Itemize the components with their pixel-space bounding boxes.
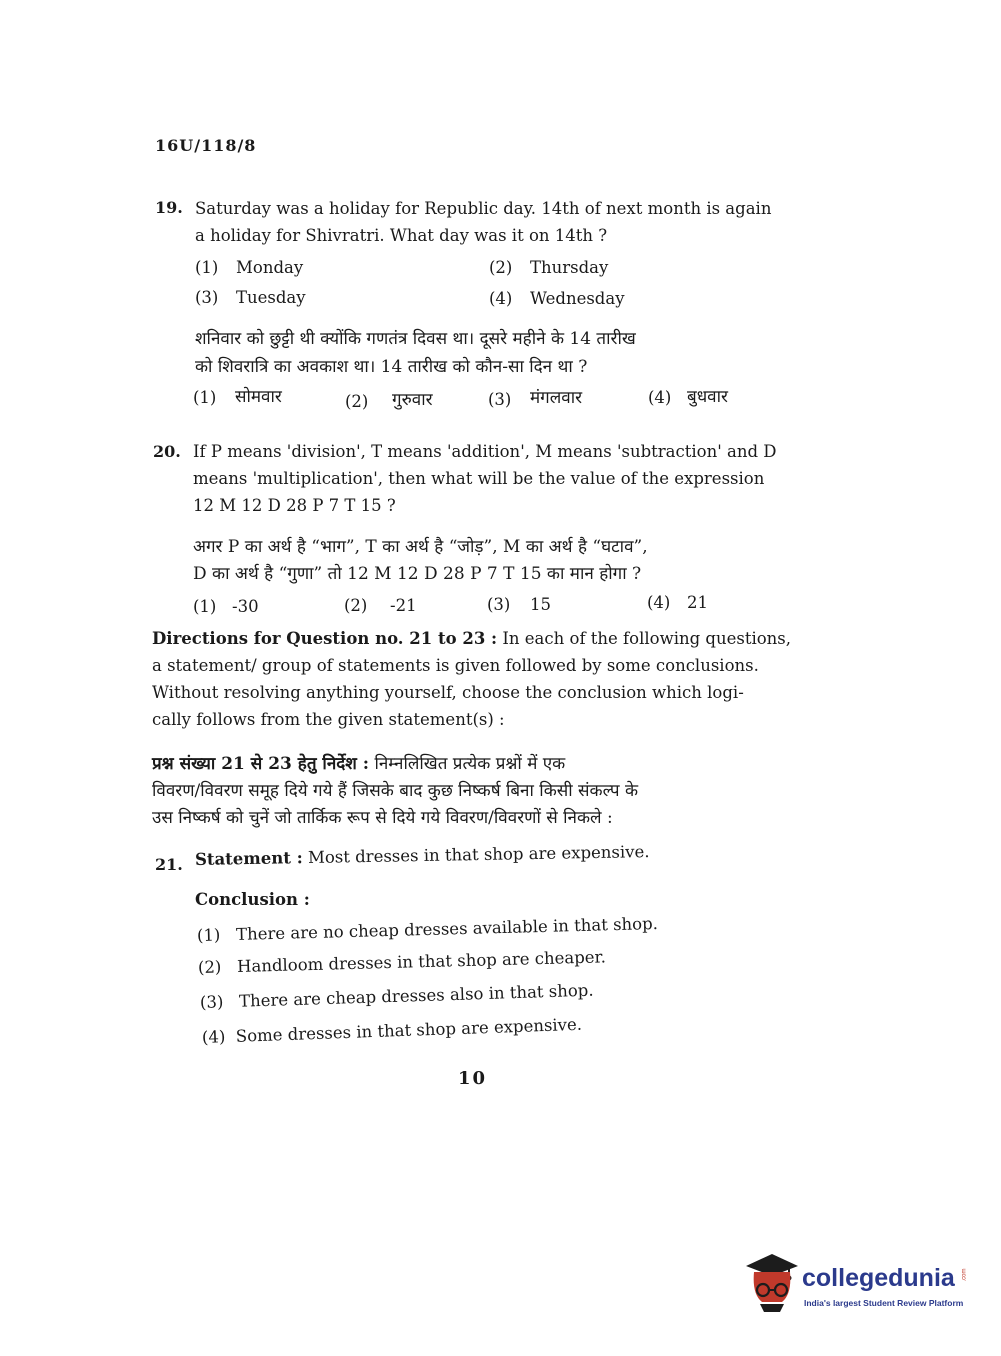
q21-option-2-text: Handloom dresses in that shop are cheaper.: [236, 947, 607, 976]
directions-hindi-line-3: उस निष्कर्ष को चुनें जो तार्किक रूप से दिये गये विवरण/विवरणों से निकले :: [152, 808, 613, 828]
q19-hi-option-2-text: गुरुवार: [392, 390, 433, 410]
q19-hindi-line-2: को शिवरात्रि का अवकाश था। 14 तारीख को कौन-सा दिन था ?: [195, 357, 588, 377]
q21-statement-text: Most dresses in that shop are expensive.: [302, 842, 650, 868]
directions-hindi-line-1: [152, 750, 565, 778]
q19-english-line-2: a holiday for Shivratri. What day was it on 14th ?: [195, 226, 608, 245]
q19-option-4-number: (4): [489, 289, 513, 308]
q19-option-2-text: Thursday: [530, 258, 609, 277]
q20-option-1-number: (1): [193, 597, 217, 616]
q20-hindi-line-2: D का अर्थ है “गुणा” तो 12 M 12 D 28 P 7 T 15 का मान होगा ?: [193, 564, 642, 584]
q20-option-3-number: (3): [487, 595, 511, 614]
q20-number: 20.: [153, 442, 181, 461]
paper-code: 16U/118/8: [155, 136, 257, 155]
directions-english-line-2: a statement/ group of statements is given followed by some conclusions.: [152, 656, 759, 675]
q21-option-2-number: (2): [197, 957, 222, 977]
q19-option-4-text: Wednesday: [530, 289, 625, 308]
q19-english-line-1: Saturday was a holiday for Republic day. 14th of next month is again: [195, 199, 772, 218]
q20-english-line-1: If P means 'division', T means 'addition', M means 'subtraction' and D: [193, 442, 777, 461]
q21-statement: [195, 839, 650, 873]
q19-hi-option-2-number: (2): [345, 392, 369, 411]
q21-option-2: [198, 944, 607, 981]
page-number: 10: [458, 1068, 488, 1089]
q21-option-4-number: (4): [201, 1027, 226, 1047]
q21-number: 21.: [155, 855, 183, 874]
collegedunia-watermark: [742, 1250, 972, 1320]
q19-option-3-text: Tuesday: [236, 288, 306, 307]
directions-hindi-line-2: विवरण/विवरण समूह दिये गये हैं जिसके बाद कुछ निष्कर्ष बिना किसी संकल्प के: [152, 781, 639, 801]
q19-hi-option-3-text: मंगलवार: [530, 388, 583, 408]
q20-option-1-text: -30: [232, 597, 259, 616]
watermark-suffix: .com: [961, 1268, 968, 1282]
q19-number: 19.: [155, 198, 183, 217]
q21-option-1-number: (1): [196, 925, 221, 945]
q19-option-2-number: (2): [489, 258, 513, 277]
q20-english-line-2: means 'multiplication', then what will be the value of the expression: [193, 469, 765, 488]
q21-option-1: [197, 911, 659, 949]
directions-heading: Directions for Question no. 21 to 23 :: [152, 629, 498, 648]
directions-hindi-heading: प्रश्न संख्या 21 से 23 हेतु निर्देश :: [152, 754, 370, 774]
watermark-tagline: India's largest Student Review Platform: [804, 1298, 964, 1308]
directions-hindi-line-1-text: निम्नलिखित प्रत्येक प्रश्नों में एक: [369, 754, 566, 774]
q21-option-3-text: There are cheap dresses also in that shop.: [238, 980, 594, 1011]
q20-english-line-3: 12 M 12 D 28 P 7 T 15 ?: [193, 496, 396, 515]
q19-hi-option-4-number: (4): [648, 388, 672, 407]
q19-option-3-number: (3): [195, 288, 219, 307]
directions-english-line-1-text: In each of the following questions,: [497, 629, 792, 648]
q19-hindi-line-1: शनिवार को छुट्टी थी क्योंकि गणतंत्र दिवस था। दूसरे महीने के 14 तारीख: [195, 329, 636, 349]
q21-option-4: [202, 1012, 583, 1051]
q19-hi-option-4-text: बुधवार: [687, 387, 728, 407]
q20-option-2-number: (2): [344, 596, 368, 615]
q20-hindi-line-1: अगर P का अर्थ है “भाग”, T का अर्थ है “जोड़”, M का अर्थ है “घटाव”,: [193, 537, 648, 557]
q21-option-1-text: There are no cheap dresses available in that shop.: [235, 913, 659, 944]
q19-hi-option-1-text: सोमवार: [235, 387, 282, 407]
q21-option-3-number: (3): [199, 992, 224, 1012]
q20-option-2-text: -21: [390, 596, 417, 615]
q19-hi-option-3-number: (3): [488, 390, 512, 409]
q21-option-3: [200, 978, 594, 1016]
directions-english-line-3: Without resolving anything yourself, choose the conclusion which logi-: [152, 683, 744, 702]
q19-option-1-text: Monday: [236, 258, 304, 277]
q20-option-4-number: (4): [647, 593, 671, 612]
q21-conclusion-label: Conclusion :: [195, 890, 310, 909]
q19-hi-option-1-number: (1): [193, 388, 217, 407]
q19-option-1-number: (1): [195, 258, 219, 277]
watermark-name: collegedunia: [802, 1264, 955, 1292]
graduate-mascot-icon: [742, 1250, 802, 1316]
q21-option-4-text: Some dresses in that shop are expensive.: [235, 1014, 583, 1046]
q20-option-4-text: 21: [687, 593, 708, 612]
directions-english-line-4: cally follows from the given statement(s) :: [152, 710, 505, 729]
directions-english-line-1: [152, 626, 791, 652]
q21-statement-label: Statement :: [194, 848, 303, 869]
q20-option-3-text: 15: [530, 595, 551, 614]
